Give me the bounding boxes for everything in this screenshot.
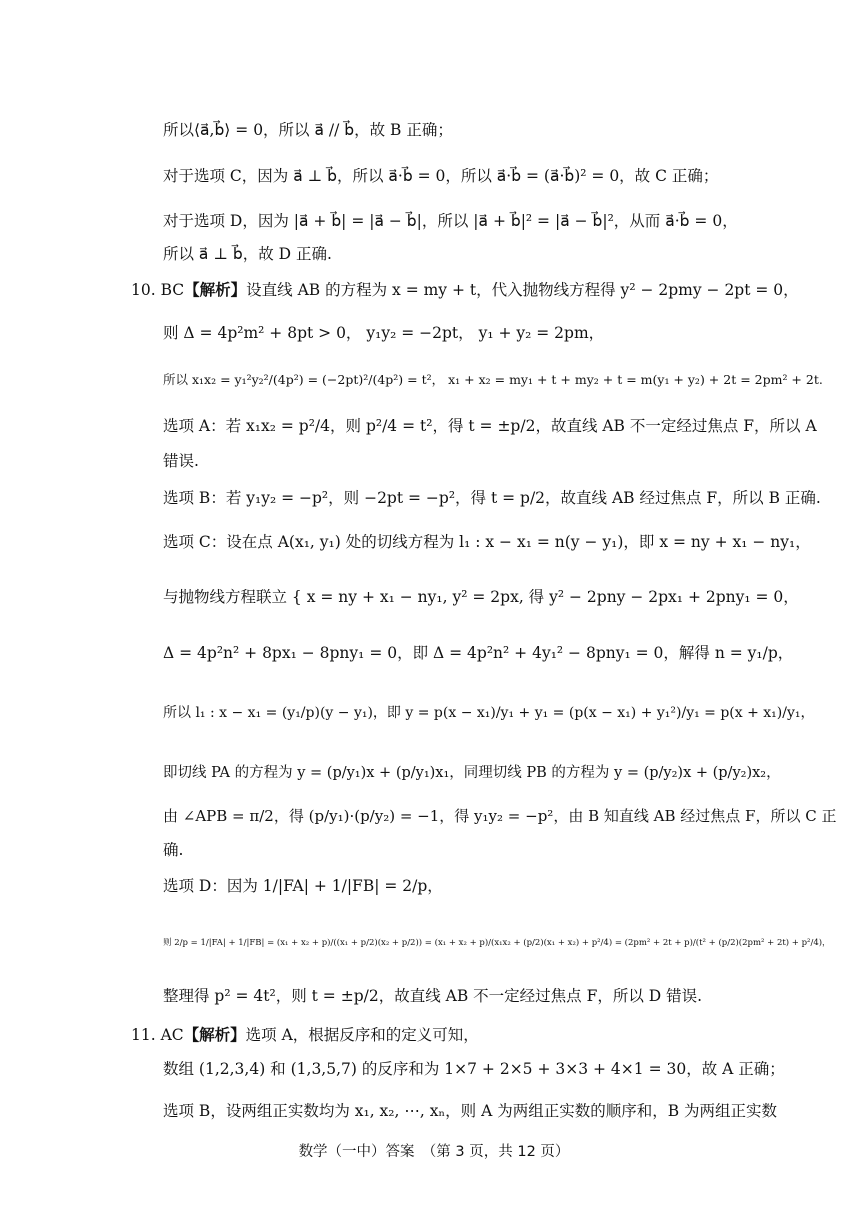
- question-number: 10.: [131, 281, 156, 299]
- analysis-tag: 【解析】: [184, 280, 247, 299]
- answer-letters: AC: [160, 1026, 184, 1044]
- text-line: 对于选项 D，因为 |a⃗ + b⃗| = |a⃗ − b⃗|，所以 |a⃗ + b⃗|² = |a⃗ − b⃗|²，从而 a⃗·b⃗ = 0，: [163, 212, 738, 230]
- text-line: 则 Δ = 4p²m² + 8pt > 0， y₁y₂ = −2pt， y₁ + y₂ = 2pm，: [163, 324, 605, 342]
- text-line: 所以 l₁ : x − x₁ = (y₁/p)(y − y₁)，即 y = p(x − x₁)/y₁ + y₁ = (p(x − x₁) + y₁²)/y₁ = p(x + x₁)/y₁，: [163, 705, 815, 721]
- text-line: 由 ∠APB = π/2，得 (p/y₁)·(p/y₂) = −1，得 y₁y₂ = −p²，由 B 知直线 AB 经过焦点 F，所以 C 正: [163, 807, 837, 825]
- text-line: 对于选项 C，因为 a⃗ ⊥ b⃗，所以 a⃗·b⃗ = 0，所以 a⃗·b⃗ = (a⃗·b⃗)² = 0，故 C 正确；: [163, 167, 719, 185]
- text-line: 选项 C：设在点 A(x₁, y₁) 处的切线方程为 l₁ : x − x₁ = n(y − y₁)，即 x = ny + x₁ − ny₁，: [163, 533, 811, 551]
- analysis-tag: 【解析】: [183, 1025, 246, 1044]
- text-line: 所以⟨a⃗,b⃗⟩ = 0，所以 a⃗ // b⃗，故 B 正确；: [163, 121, 453, 139]
- text-line: 选项 A：若 x₁x₂ = p²/4，则 p²/4 = t²，得 t = ±p/2，故直线 AB 不一定经过焦点 F，所以 A: [163, 417, 817, 435]
- text-line: 选项 D：因为 1/|FA| + 1/|FB| = 2/p，: [163, 877, 443, 895]
- question-10-header: [131, 280, 799, 300]
- page-footer: 数学（一中）答案 （第 3 页，共 12 页）: [298, 1144, 570, 1160]
- text-line: 整理得 p² = 4t²，则 t = ±p/2，故直线 AB 不一定经过焦点 F，所以 D 错误.: [163, 987, 703, 1005]
- text-line: 即切线 PA 的方程为 y = (p/y₁)x + (p/y₁)x₁，同理切线 PB 的方程为 y = (p/y₂)x + (p/y₂)x₂，: [163, 765, 781, 781]
- answer-letters: BC: [160, 281, 185, 299]
- text-line: 与抛物线方程联立 { x = ny + x₁ − ny₁, y² = 2px, 得 y² − 2pny − 2px₁ + 2pny₁ = 0，: [163, 588, 799, 606]
- text-line: 则 2/p = 1/|FA| + 1/|FB| = (x₁ + x₂ + p)/((x₁ + p/2)(x₂ + p/2)) = (x₁ + x₂ + p)/(x₁x₂ + (p/2)(x₁ + x₂) + p²/4) = (2pm² + 2t + p)/(t² + (p/2)(2pm² + 2t) + p²/4)，: [163, 938, 831, 948]
- text-line: Δ = 4p²n² + 8px₁ − 8pny₁ = 0，即 Δ = 4p²n² + 4y₁² − 8pny₁ = 0，解得 n = y₁/p，: [163, 644, 794, 662]
- text-line: 所以 x₁x₂ = y₁²y₂²/(4p²) = (−2pt)²/(4p²) = t²， x₁ + x₂ = my₁ + t + my₂ + t = m(y₁ + y₂) + 2t = 2pm² + 2t.: [163, 372, 823, 387]
- text-line: 选项 B：若 y₁y₂ = −p²，则 −2pt = −p²，得 t = p/2，故直线 AB 经过焦点 F，所以 B 正确.: [163, 489, 821, 507]
- text-line: 所以 a⃗ ⊥ b⃗，故 D 正确.: [163, 245, 332, 263]
- question-11-header: [131, 1025, 479, 1045]
- question-text: 设直线 AB 的方程为 x = my + t，代入抛物线方程得 y² − 2pmy − 2pt = 0，: [246, 281, 799, 299]
- text-line: 数组 (1,2,3,4) 和 (1,3,5,7) 的反序和为 1×7 + 2×5 + 3×3 + 4×1 = 30，故 A 正确；: [163, 1060, 785, 1078]
- text-line: 选项 B，设两组正实数均为 x₁, x₂, ⋯, xₙ，则 A 为两组正实数的顺序和，B 为两组正实数: [163, 1102, 778, 1120]
- question-text: 选项 A，根据反序和的定义可知，: [245, 1026, 479, 1044]
- text-line: 确.: [163, 841, 184, 859]
- question-number: 11.: [131, 1026, 156, 1044]
- text-line: 错误.: [163, 452, 199, 470]
